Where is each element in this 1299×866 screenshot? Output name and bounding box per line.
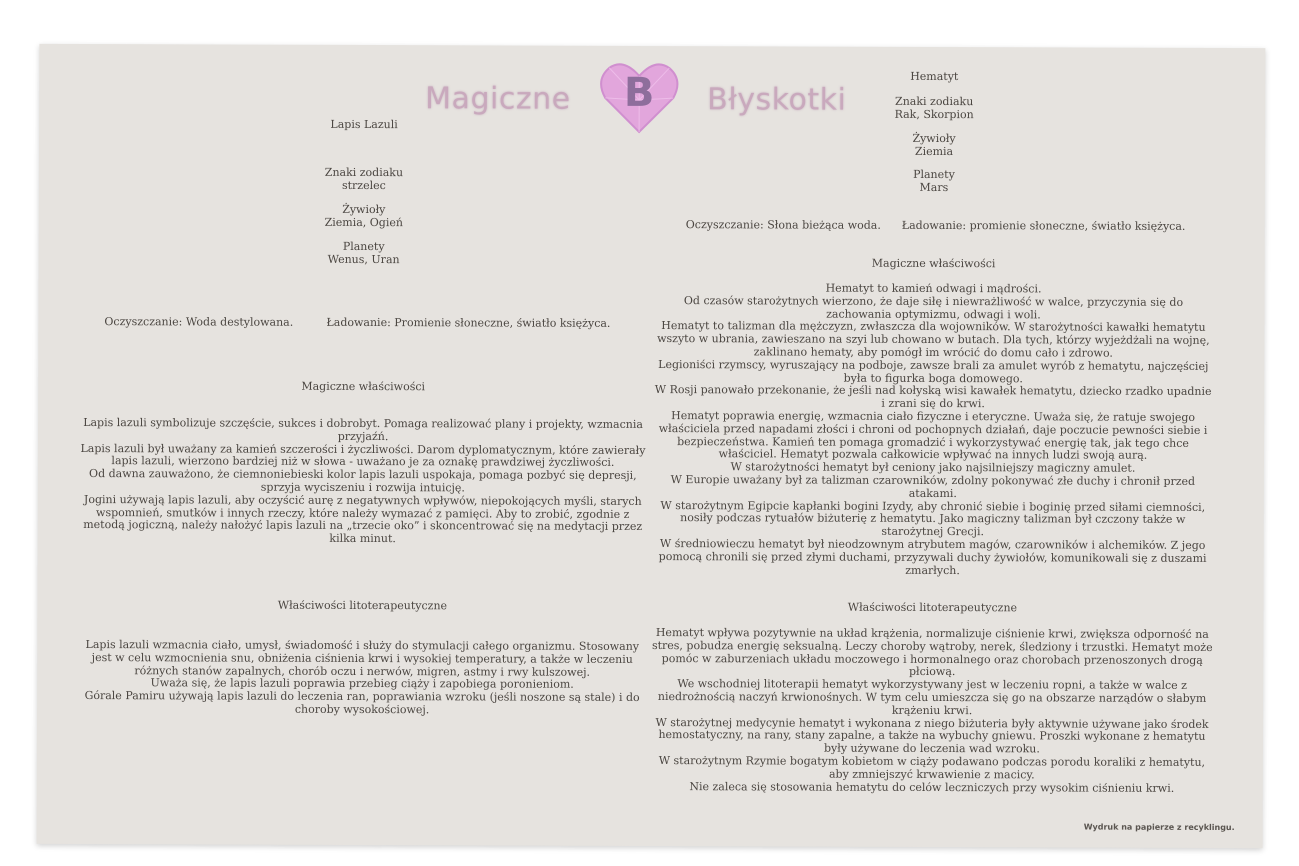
paragraph-line: bezpieczeństwa. Kamień ten pomaga gromadzić i wykorzystywać energię tak, jak tego chce: [677, 434, 1189, 450]
left-planet-value: Wenus, Uran: [327, 252, 400, 266]
paragraph-line: wspomnień, smutków i innych rzeczy, które należy wymazać z pamięci. Aby to zrobić, zgodnie z: [96, 505, 630, 521]
paragraph-line: Od czasów starożytnych wierzono, że daje siłę i niewrażliwość w walce, przyczynia się do: [683, 293, 1184, 309]
left-magic-text: [58, 417, 668, 547]
paragraph-line: aby zmniejszyć krwawienie z macicy.: [828, 767, 1035, 782]
logo-word-right: Błyskotki: [707, 82, 847, 118]
paragraph-line: wszyto w ubrania, zawieszano na szyi lub chowano w butach. Dla tych, którzy wyjeżdżali na wojnę,: [657, 332, 1210, 348]
paragraph-line: Górale Pamiru używają lapis lazuli do leczenia ran, poprawiania wzroku (jeśli noszone są stale) i do: [84, 689, 640, 705]
right-litho-heading: Właściwości litoterapeutyczne: [847, 600, 1018, 615]
paragraph-line: przyjaźń.: [337, 429, 389, 443]
paragraph-line: Lapis lazuli symbolizuje szczęście, sukces i dobrobyt. Pomaga realizować plany i projekty, wzmacnia: [83, 416, 643, 431]
paragraph-line: hemostatyczny, na rany, stany zapalne, a także na wybuchy gniewu. Proszki wykonane z hematytu: [658, 728, 1206, 744]
logo-word-left: Magiczne: [425, 81, 571, 117]
left-stone-name: Lapis Lazuli: [330, 117, 398, 132]
paragraph-line: właściciela przed napadami złości i chroni od pochopnych działań, daje poczucie pewności siebie i: [658, 421, 1208, 437]
left-litho-text: [57, 639, 667, 718]
paragraph-line: stres, pobudza energię seksualną. Leczy choroby wątroby, nerek, śledziony i trzustki. Hematyt może: [651, 638, 1213, 654]
left-element-label: Żywioły: [342, 202, 386, 217]
paragraph-line: właściciel. Hematyt pozwala całkowicie wpływać na innych ludzi swoją aurą.: [718, 447, 1148, 463]
paragraph-line: i zrani się do krwi.: [881, 396, 985, 411]
paragraph-line: była to figurka boga domowego.: [843, 371, 1023, 385]
paragraph-line: Legioniści rzymscy, wyruszający na podboje, zawsze brali za amulet wyrób z hematytu, najczęściej: [658, 357, 1209, 373]
left-charging: Ładowanie: Promienie słoneczne, światło księżyca.: [326, 315, 611, 330]
right-element: [829, 133, 1039, 159]
paragraph-line: W średniowieczu hematyt był nieodzownym atrybutem magów, czarowników i alchemików. Z jego: [659, 536, 1206, 552]
paragraph-line: zaklinano hematy, aby pomógł im wrócić do domu cało i zdrowo.: [753, 345, 1113, 360]
paragraph-line: W starożytności hematyt był ceniony jako najsilniejszy magiczny amulet.: [730, 460, 1136, 475]
left-planet: [259, 241, 469, 267]
right-planet-value: Mars: [919, 180, 949, 194]
paragraph-line: Hematyt to kamień odwagi i mądrości.: [825, 281, 1042, 296]
left-litho-heading: Właściwości litoterapeutyczne: [277, 598, 448, 613]
logo-letter: B: [623, 69, 655, 117]
left-magic-heading: Magiczne właściwości: [301, 379, 426, 394]
paragraph-line: kilka minut.: [329, 532, 396, 546]
left-planet-label: Planety: [342, 239, 385, 254]
recycled-paper-note: Wydruk na papierze z recyklingu.: [1083, 822, 1235, 833]
paragraph-line: Uważa się, że lapis lazuli poprawia przebieg ciąży i zapobiega poronieniom.: [150, 676, 574, 692]
paragraph-line: Od dawna zauważono, że ciemnoniebieski kolor lapis lazuli uspokaja, pomaga pozbyć się depresji,: [89, 467, 637, 483]
paragraph-line: Lapis lazuli wzmacnia ciało, umysł, świadomość i służy do stymulacji całego organizmu. Stosowany: [85, 638, 640, 653]
logo: [419, 59, 869, 141]
left-element-value: Ziemia, Ogień: [324, 215, 403, 229]
paragraph-line: metodą jogiczną, należy nałożyć lapis lazuli na „trzecie oko” i skoncentrować się na medytacji przez: [83, 518, 643, 534]
paragraph-line: W Rosji panowało przekonanie, że jeśli nad kołyską wisi kawałek hematytu, dziecko rzadko upadnie: [654, 383, 1212, 399]
paragraph-line: Hematyt poprawia energię, wzmacnia ciało fizyczne i eteryczne. Uważa się, że ratuje swojego: [671, 409, 1196, 424]
right-magic-text: [633, 282, 1234, 578]
paragraph-line: Nie zaleca się stosowania hematytu do celów leczniczych przy wysokim ciśnieniu krwi.: [689, 779, 1175, 795]
paragraph-line: jest w celu wzmocnienia snu, obniżenia ciśnienia krwi i wysokiej temperatury, a także w leczeniu: [91, 650, 633, 666]
paragraph-line: lapis lazuli, wierzono bardziej niż w słowa - uważano je za oznakę prawdziwej życzliwości.: [111, 454, 615, 470]
paragraph-line: choroby wysokościowej.: [294, 702, 430, 717]
right-element-label: Żywioły: [912, 131, 956, 146]
paragraph-line: krążeniu krwi.: [891, 703, 973, 717]
paragraph-line: Jogini używają lapis lazuli, aby oczyścić aurę z negatywnych wpływów, niepokojących myśli, starych: [83, 492, 642, 508]
right-zodiac: [829, 96, 1039, 122]
paragraph-line: pomóc w zaburzeniach układu moczowego i hormonalnego oraz chorobach przenoszonych drogą: [661, 651, 1203, 667]
paragraph-line: We wschodniej litoterapii hematyt wykorzystywany jest w leczeniu ropni, a także w walce z: [677, 677, 1188, 693]
paragraph-line: sprzyja wyciszeniu i rozwija intuicję.: [260, 480, 465, 495]
paragraph-line: były używane do leczenia wad wzroku.: [823, 741, 1040, 756]
left-zodiac: [259, 167, 469, 193]
left-element: [259, 204, 469, 230]
right-stone-name: Hematyt: [910, 69, 959, 84]
right-zodiac-value: Rak, Skorpion: [894, 107, 974, 121]
right-cleansing: Oczyszczanie: Słona bieżąca woda.: [685, 218, 881, 232]
left-zodiac-label: Znaki zodiaku: [324, 165, 404, 180]
right-zodiac-label: Znaki zodiaku: [895, 94, 974, 109]
right-charging: Ładowanie: promienie słoneczne, światło księżyca.: [901, 218, 1186, 233]
paragraph-line: zachowania optymizmu, odwagi i woli.: [826, 307, 1041, 321]
paragraph-line: płciową.: [908, 665, 956, 679]
right-magic-heading: Magiczne właściwości: [871, 256, 996, 271]
paragraph-line: W starożytnej medycynie hematyt i wykonana z niego biżuteria były aktywnie używane jako środek: [655, 715, 1209, 731]
right-planet: [829, 169, 1039, 195]
left-cleansing: Oczyszczanie: Woda destylowana.: [104, 315, 294, 329]
paragraph-line: W starożytnym Egipcie kapłanki bogini Izydy, aby chronić siebie i boginię przed siłami ciemności,: [660, 498, 1206, 514]
paragraph-line: Hematyt wpływa pozytywnie na układ krążenia, normalizuje ciśnienie krwi, zwiększa odporność na: [655, 626, 1209, 641]
paragraph-line: atakami.: [908, 486, 957, 500]
right-planet-label: Planety: [913, 167, 955, 182]
paragraph-line: W starożytnym Rzymie bogatym kobietom w ciąży podawano podczas porodu koraliki z hematytu,: [658, 753, 1206, 769]
paragraph-line: starożytnej Grecji.: [881, 524, 985, 539]
paragraph-line: zmarłych.: [905, 563, 960, 577]
paragraph-line: W Europie uważany był za talizman czarowników, zdolny pokonywać złe duchy i chronił przed: [670, 473, 1196, 488]
printed-sheet: [37, 44, 1266, 848]
paragraph-line: pomocą chronili się przed złymi duchami, przyzywali duchy żywiołów, komunikowali się z duszami: [658, 549, 1207, 565]
paragraph-line: Hematyt to talizman dla mężczyzn, zwłaszcza dla wojowników. W starożytności kawałki hematytu: [661, 319, 1206, 335]
paragraph-line: nosiły podczas rytuałów biżuterię z hematytu. Jako magiczny talizman był czczony także w: [680, 511, 1186, 527]
left-zodiac-value: strzelec: [341, 178, 386, 192]
right-element-value: Ziemia: [914, 144, 954, 158]
paragraph-line: Lapis lazuli był uważany za kamień szczerości i życzliwości. Darom dyplomatycznym, które zawierały: [80, 441, 646, 457]
paragraph-line: niedrożnością naczyń krwionośnych. W tym celu umieszcza się go na obszarze narządów o słabym: [657, 690, 1207, 705]
paragraph-line: różnych stanów zapalnych, chorób oczu i nerwów, migren, astmy i rwy kulszowej.: [134, 663, 591, 679]
right-litho-text: [632, 627, 1233, 795]
